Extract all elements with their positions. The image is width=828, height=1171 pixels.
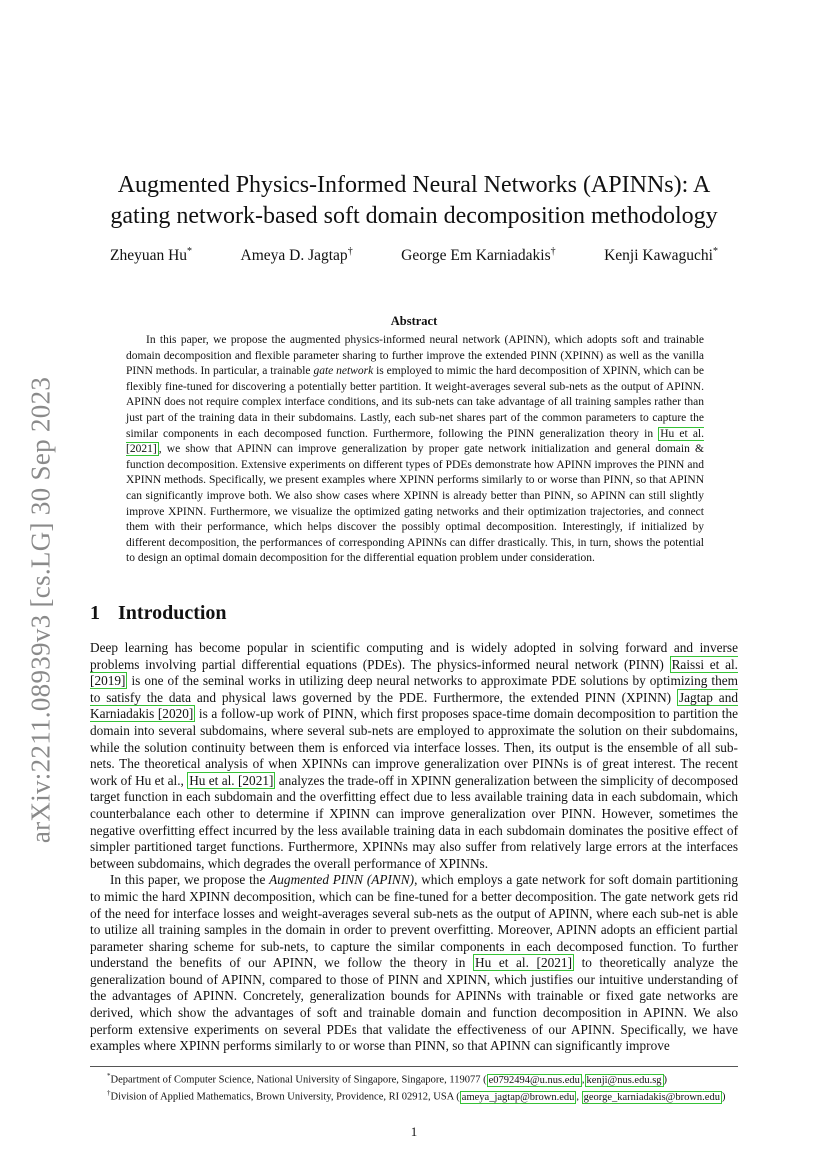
email-link[interactable]: e0792494@u.nus.edu (488, 1074, 580, 1086)
author: Kenji Kawaguchi* (604, 246, 718, 265)
paragraph: In this paper, we propose the Augmented PINN (APINN), which employs a gate network for soft domain partitioning to mimic the hard XPINN decomposition, which can be fine-tuned for a better decomposition. The gate network gets rid of the need for interface losses and weight-averages several sub-nets as the output of APINN, where each sub-net is able to utilize all training samples in the domain in order to prevent overfitting. Moreover, APINN adopts an efficient partial parameter sharing scheme for sub-nets, to capture the similar components in each decomposed function. To further understand the benefits of our APINN, we follow the theory in Hu et al. [2021] to theoretically analyze the generalization bound of APINN, compared to those of PINN and XPINN, which justifies our intuitive understanding of the advantages of APINN. Concretely, generalization bounds for APINNs with trainable or fixed gate networks are derived, which show the advantages of soft and trainable domain and function decomposition in APINN. We also perform extensive experiments on several PDEs that validate the effectiveness of our APINN. Specifically, we have examples where XPINN performs similarly to or worse than PINN, so that APINN can significantly improve (90, 872, 739, 1054)
citation-link[interactable]: Hu et al. [2021] (126, 427, 704, 456)
paper-title: Augmented Physics-Informed Neural Networks (APINNs): A gating network-based soft domain decomposition methodology (110, 172, 718, 229)
arxiv-identifier: arXiv:2211.08939v3 [cs.LG] 30 Sep 2023 (25, 376, 56, 844)
footnote: †Division of Applied Mathematics, Brown University, Providence, RI 02912, USA ( ameya_jagtap@brown.edu , george_karniadakis@brown.edu ) (107, 1089, 726, 1103)
arxiv-side-stamp (16, 360, 66, 860)
email-link[interactable]: ameya_jagtap@brown.edu (461, 1091, 575, 1103)
author: George Em Karniadakis† (401, 246, 556, 265)
author: Ameya D. Jagtap† (240, 246, 353, 265)
citation-link[interactable]: Jagtap and Karniadakis [2020] (90, 689, 738, 722)
footnote: *Department of Computer Science, National University of Singapore, Singapore, 119077 ( e0792494@u.nus.edu , kenji@nus.edu.sg ) (107, 1072, 668, 1086)
introduction-body (90, 640, 738, 1055)
paragraph: Deep learning has become popular in scientific computing and is widely adopted in solving forward and inverse problems involving partial differential equations (PDEs). The physics-informed neural network (PINN) Raissi et al. [2019] is one of the seminal works in utilizing deep neural networks to approximate PDE solutions by optimizing them to satisfy the data and physical laws governed by the PDE. Furthermore, the extended PINN (XPINN) Jagtap and Karniadakis [2020] is a follow-up work of PINN, which first proposes space-time domain decomposition to partition the domain into several subdomains, where several sub-nets are employed to approximate the solution on their subdomains, while the solution continuity between them is enforced via interface losses. Then, its output is the ensemble of all sub-nets. The theoretical analysis of when XPINNs can improve generalization over PINNs is of great interest. The recent work of Hu et al., Hu et al. [2021] analyzes the trade-off in XPINN generalization between the simplicity of decomposed target function in each subdomain and the overfitting effect due to less available training data in each subdomain, which counterbalance each other to determine if XPINN can improve generalization over PINN. However, sometimes the negative overfitting effect incurred by the less available training data in each subdomain dominates the positive effect of simpler partitioned target functions. Furthermore, XPINNs may also suffer from relatively large errors at the interfaces between subdomains, which degrades the overall performance of XPINNs. (90, 640, 738, 871)
section-heading (90, 602, 227, 625)
footnotes (90, 1066, 738, 1104)
citation-link[interactable]: Raissi et al. [2019] (90, 656, 738, 689)
email-link[interactable]: george_karniadakis@brown.edu (583, 1091, 720, 1103)
author: Zheyuan Hu* (110, 246, 193, 265)
abstract-text: In this paper, we propose the augmented physics-informed neural network (APINN), which adopts soft and trainable domain decomposition and flexible parameter sharing to further improve the extended PINN (XPINN) as well as the vanilla PINN methods. In particular, a trainable gate network is employed to mimic the hard decomposition of XPINN, which can be flexibly fine-tuned for discovering a potentially better partition. It weight-averages several sub-nets as the output of APINN. APINN does not require complex interface conditions, and its sub-nets can take advantage of all training samples rather than just part of the training data in their subdomains. Lastly, each sub-net shares part of the common parameters to capture the similar components in each decomposed function. Furthermore, following the PINN generalization theory in Hu et al. [2021] , we show that APINN can improve generalization by proper gate network initialization and general domain & function decomposition. Extensive experiments on different types of PDEs demonstrate how APINN improves the PINN and XPINN methods. Specifically, we present examples where XPINN performs similarly to or worse than PINN, so that APINN can significantly improve both. We also show cases where XPINN is already better than PINN, so APINN can still slightly improve XPINN. Furthermore, we visualize the optimized gating networks and their optimization trajectories, and connect them with their performance, which helps discover the possibly optimal decomposition. Interestingly, if initialized by different decomposition, the performances of corresponding APINNs can differ drastically. This, in turn, shows the potential to design an optimal domain decomposition for the differential equation problem under consideration. (126, 334, 704, 565)
citation-link[interactable]: Hu et al. [2021] (474, 955, 572, 971)
email-link[interactable]: kenji@nus.edu.sg (586, 1074, 662, 1086)
section-title: Introduction (118, 602, 227, 624)
page-number: 1 (410, 1124, 418, 1139)
author-list (110, 246, 718, 265)
abstract-heading: Abstract (390, 314, 438, 328)
section-number: 1 (90, 602, 100, 624)
citation-link[interactable]: Hu et al. [2021] (189, 772, 274, 788)
